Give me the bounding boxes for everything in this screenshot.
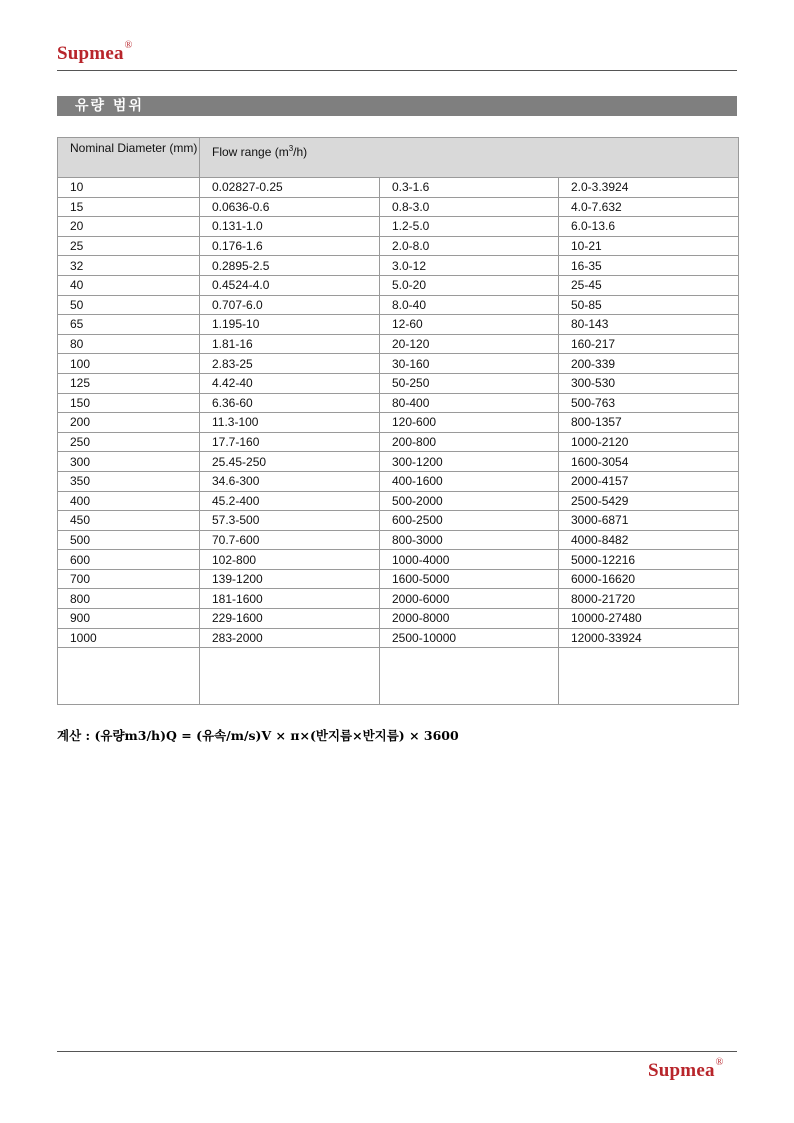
table-row	[58, 236, 739, 256]
table-row	[58, 373, 739, 393]
table-cell: 100	[58, 354, 200, 374]
table-cell: 10000-27480	[559, 609, 739, 629]
table-cell: 6000-16620	[559, 569, 739, 589]
table-cell: 160-217	[559, 334, 739, 354]
table-cell: 34.6-300	[200, 471, 380, 491]
table-cell: 600-2500	[380, 511, 559, 531]
table-row	[58, 197, 739, 217]
table-cell: 1.81-16	[200, 334, 380, 354]
table-cell: 139-1200	[200, 569, 380, 589]
table-row	[58, 315, 739, 335]
table-cell: 900	[58, 609, 200, 629]
table-cell: 1000-2120	[559, 432, 739, 452]
table-cell: 45.2-400	[200, 491, 380, 511]
table-cell: 11.3-100	[200, 413, 380, 433]
table-cell: 1.2-5.0	[380, 217, 559, 237]
table-cell: 450	[58, 511, 200, 531]
table-cell: 80-400	[380, 393, 559, 413]
table-cell: 120-600	[380, 413, 559, 433]
brand-logo-top: Supmea®	[57, 40, 133, 64]
table-cell: 65	[58, 315, 200, 335]
table-cell: 70.7-600	[200, 530, 380, 550]
table-cell: 5.0-20	[380, 275, 559, 295]
table-row	[58, 178, 739, 198]
table-cell: 300-530	[559, 373, 739, 393]
table-cell: 800-3000	[380, 530, 559, 550]
table-cell: 50-85	[559, 295, 739, 315]
table-cell: 8000-21720	[559, 589, 739, 609]
table-cell: 800	[58, 589, 200, 609]
footer-divider	[57, 1051, 737, 1052]
header-flow-range: Flow range $(m^3/h)$	[200, 138, 739, 178]
table-cell: 4.0-7.632	[559, 197, 739, 217]
table-cell: 2000-4157	[559, 471, 739, 491]
table-row	[58, 491, 739, 511]
table-cell: 2.0-3.3924	[559, 178, 739, 198]
table-cell: 200	[58, 413, 200, 433]
table-row	[58, 432, 739, 452]
table-cell: 200-339	[559, 354, 739, 374]
table-row	[58, 393, 739, 413]
table-cell: 1600-3054	[559, 452, 739, 472]
table-cell: 0.707-6.0	[200, 295, 380, 315]
table-cell: 400	[58, 491, 200, 511]
section-title: 유량 범위	[57, 96, 737, 116]
table-cell: 2500-10000	[380, 628, 559, 648]
table-cell: 0.02827-0.25	[200, 178, 380, 198]
table-cell: 20	[58, 217, 200, 237]
table-cell: 50	[58, 295, 200, 315]
table-cell: 20-120	[380, 334, 559, 354]
table-cell: 500-763	[559, 393, 739, 413]
table-cell: 102-800	[200, 550, 380, 570]
table-cell: 17.7-160	[200, 432, 380, 452]
table-cell: 0.2895-2.5	[200, 256, 380, 276]
table-row	[58, 452, 739, 472]
table-cell: 57.3-500	[200, 511, 380, 531]
table-cell: 2500-5429	[559, 491, 739, 511]
table-cell: 4.42-40	[200, 373, 380, 393]
table-cell: 25	[58, 236, 200, 256]
table-row	[58, 530, 739, 550]
table-cell: 4000-8482	[559, 530, 739, 550]
table-cell: 125	[58, 373, 200, 393]
table-cell: 300-1200	[380, 452, 559, 472]
table-cell: 0.176-1.6	[200, 236, 380, 256]
table-cell: 500	[58, 530, 200, 550]
table-cell: 150	[58, 393, 200, 413]
table-cell: 2.0-8.0	[380, 236, 559, 256]
table-row	[58, 550, 739, 570]
table-cell: 25-45	[559, 275, 739, 295]
table-cell: 12-60	[380, 315, 559, 335]
table-cell: 300	[58, 452, 200, 472]
table-row	[58, 511, 739, 531]
table-cell: 25.45-250	[200, 452, 380, 472]
table-row	[58, 628, 739, 648]
table-cell: 6.0-13.6	[559, 217, 739, 237]
calculation-formula: 계산 : (유량m3/h)Q = (유속/m/s)V × π×(반지름×반지름) × 3600	[57, 728, 459, 743]
table-cell: 10-21	[559, 236, 739, 256]
table-cell: 0.4524-4.0	[200, 275, 380, 295]
table-cell: 16-35	[559, 256, 739, 276]
table-cell: 283-2000	[200, 628, 380, 648]
table-cell: 80	[58, 334, 200, 354]
table-cell: 80-143	[559, 315, 739, 335]
table-cell: 0.3-1.6	[380, 178, 559, 198]
table-row	[58, 569, 739, 589]
table-row	[58, 354, 739, 374]
table-cell: 10	[58, 178, 200, 198]
table-cell: 800-1357	[559, 413, 739, 433]
table-cell: 50-250	[380, 373, 559, 393]
table-cell: 200-800	[380, 432, 559, 452]
table-cell: 700	[58, 569, 200, 589]
table-cell: 6.36-60	[200, 393, 380, 413]
table-cell: 5000-12216	[559, 550, 739, 570]
table-cell: 400-1600	[380, 471, 559, 491]
table-cell: 2000-6000	[380, 589, 559, 609]
table-cell: 8.0-40	[380, 295, 559, 315]
table-row	[58, 295, 739, 315]
table-row	[58, 471, 739, 491]
table-cell: 30-160	[380, 354, 559, 374]
table-cell: 0.0636-0.6	[200, 197, 380, 217]
table-cell: 600	[58, 550, 200, 570]
table-cell: 0.131-1.0	[200, 217, 380, 237]
table-cell: 12000-33924	[559, 628, 739, 648]
table-cell: 2000-8000	[380, 609, 559, 629]
table-cell: 2.83-25	[200, 354, 380, 374]
table-row	[58, 256, 739, 276]
table-row	[58, 334, 739, 354]
table-row	[58, 275, 739, 295]
flow-range-table	[57, 137, 739, 705]
table-header-row	[58, 138, 739, 178]
table-row	[58, 217, 739, 237]
table-cell: 229-1600	[200, 609, 380, 629]
table-row	[58, 589, 739, 609]
table-cell: 40	[58, 275, 200, 295]
table-cell: 1.195-10	[200, 315, 380, 335]
table-row-empty	[58, 648, 739, 705]
table-cell: 350	[58, 471, 200, 491]
brand-logo-bottom: Supmea®	[648, 1057, 724, 1081]
table-cell: 1000	[58, 628, 200, 648]
table-cell: 0.8-3.0	[380, 197, 559, 217]
table-cell: 3.0-12	[380, 256, 559, 276]
table-cell: 250	[58, 432, 200, 452]
table-cell: 1000-4000	[380, 550, 559, 570]
table-cell: 1600-5000	[380, 569, 559, 589]
table-cell: 15	[58, 197, 200, 217]
table-cell: 32	[58, 256, 200, 276]
header-nominal-diameter: Nominal Diameter (mm)	[58, 138, 200, 178]
table-row	[58, 413, 739, 433]
table-cell: 181-1600	[200, 589, 380, 609]
header-divider	[57, 70, 737, 71]
table-cell: 3000-6871	[559, 511, 739, 531]
table-row	[58, 609, 739, 629]
table-cell: 500-2000	[380, 491, 559, 511]
